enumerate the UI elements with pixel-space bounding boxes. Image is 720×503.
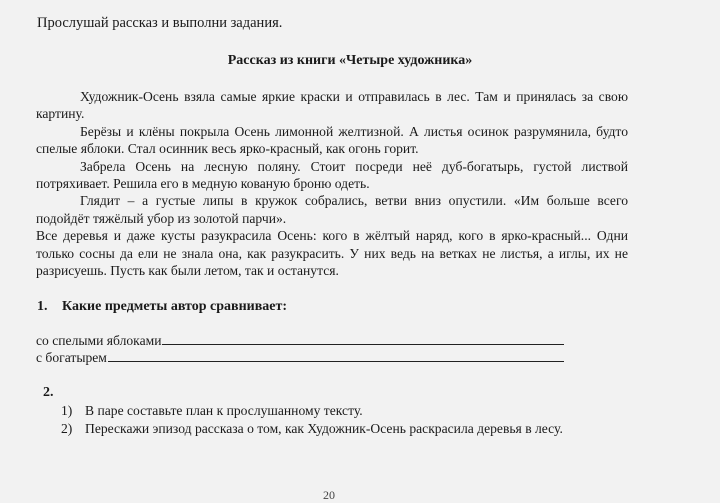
item-text: В паре составьте план к прослушанному тексту. [85, 403, 363, 418]
fill-in-line-bogatyr[interactable] [36, 349, 564, 366]
task-2-number: 2. [43, 385, 54, 400]
answer-blank[interactable] [162, 332, 564, 345]
answer-blank[interactable] [108, 349, 564, 362]
story-text [36, 88, 628, 279]
task-1-question: Какие предметы автор сравнивает: [62, 299, 288, 314]
story-paragraph: Глядит – а густые липы в кружок собрались, ветви вниз опустили. «Им больше всего подойдёт тяжёлый убор из золотой парчи». [36, 193, 628, 226]
story-paragraph: Художник-Осень взяла самые яркие краски и отправилась в лес. Там и принялась за свою картину. [36, 89, 628, 122]
story-paragraph: Все деревья и даже кусты разукрасила Осень: кого в жёлтый наряд, кого в ярко-красный... Одни только сосны да ели не знала она, как разукрасить. У них ведь на ветках не листья, а иглы, их не разрисуешь. Пусть как были летом, так и останутся. [36, 228, 628, 279]
instruction-text: Прослушай рассказ и выполни задания. [37, 15, 283, 31]
task-2-item [61, 402, 563, 420]
task-1-number: 1. [37, 299, 48, 314]
fill-in-label: с богатырем [36, 350, 107, 365]
item-number: 2) [61, 421, 73, 436]
fill-in-label: со спелыми яблоками [36, 333, 162, 348]
item-text: Перескажи эпизод рассказа о том, как Художник-Осень раскрасила деревья в лесу. [85, 421, 563, 436]
task-1-heading [37, 299, 287, 315]
task-2-list [61, 402, 563, 438]
story-paragraph: Берёзы и клёны покрыла Осень лимонной желтизной. А листья осинок разрумянила, будто спелые яблоки. Стал осинник весь ярко-красный, как огонь горит. [36, 123, 628, 157]
task-2-item [61, 420, 563, 438]
story-paragraph: Забрела Осень на лесную поляну. Стоит посреди неё дуб-богатырь, густой листвой потряхивает. Решила его в медную кованую броню одеть. [36, 158, 628, 192]
story-title: Рассказ из книги «Четыре художника» [227, 53, 473, 68]
item-number: 1) [61, 403, 73, 418]
fill-in-line-apples[interactable] [36, 332, 564, 349]
page-number: 20 [323, 488, 335, 502]
